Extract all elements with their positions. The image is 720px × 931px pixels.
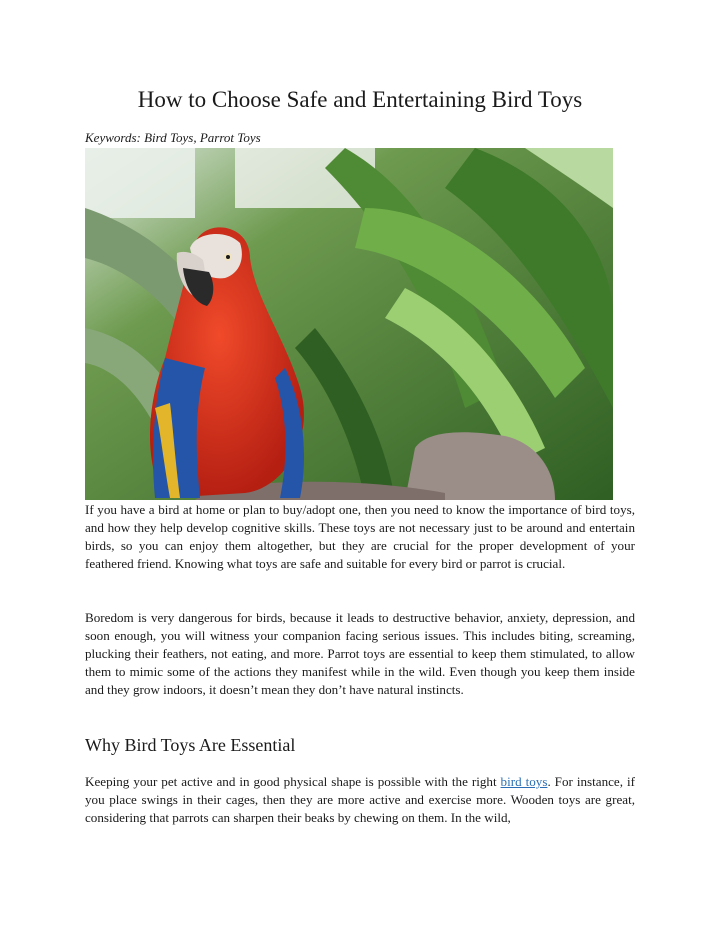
keywords-line: Keywords: Bird Toys, Parrot Toys [85, 130, 261, 145]
paragraph-1: If you have a bird at home or plan to buy/adopt one, then you need to know the importance of bird toys, and how they help develop cognitive skills. These toys are not necessary just to be around and entertain birds, so you can enjoy them altogether, but they are crucial for the proper development of your feathered friend. Knowing what toys are safe and suitable for every bird or parrot is crucial. [85, 502, 635, 572]
paragraph-3-before-link: Keeping your pet active and in good physical shape is possible with the right [85, 774, 501, 789]
paragraph-2: Boredom is very dangerous for birds, because it leads to destructive behavior, anxiety, depression, and soon enough, you will witness your companion facing serious issues. This includes biting, screaming, plucking their feathers, not eating, and more. Parrot toys are essential to keep them stimulated, to allow them to mimic some of the actions they manifest while in the wild. Even though you keep them inside and they grow indoors, it doesn’t mean they don’t have natural instincts. [85, 610, 635, 698]
bird-toys-link[interactable]: bird toys [500, 774, 548, 789]
paragraph-3-after-link: . For instance, if you place swings in their cages, then they are more active and exercise more. Wooden toys are great, considering that parrots can sharpen their beaks by chewing on them. In the wild, [85, 774, 635, 826]
document-title: How to Choose Safe and Entertaining Bird Toys [137, 87, 583, 112]
section-heading: Why Bird Toys Are Essential [85, 735, 296, 755]
paragraph-3 [85, 773, 635, 827]
parrot-photo [85, 148, 613, 500]
parrot-photo-illustration [85, 148, 613, 500]
